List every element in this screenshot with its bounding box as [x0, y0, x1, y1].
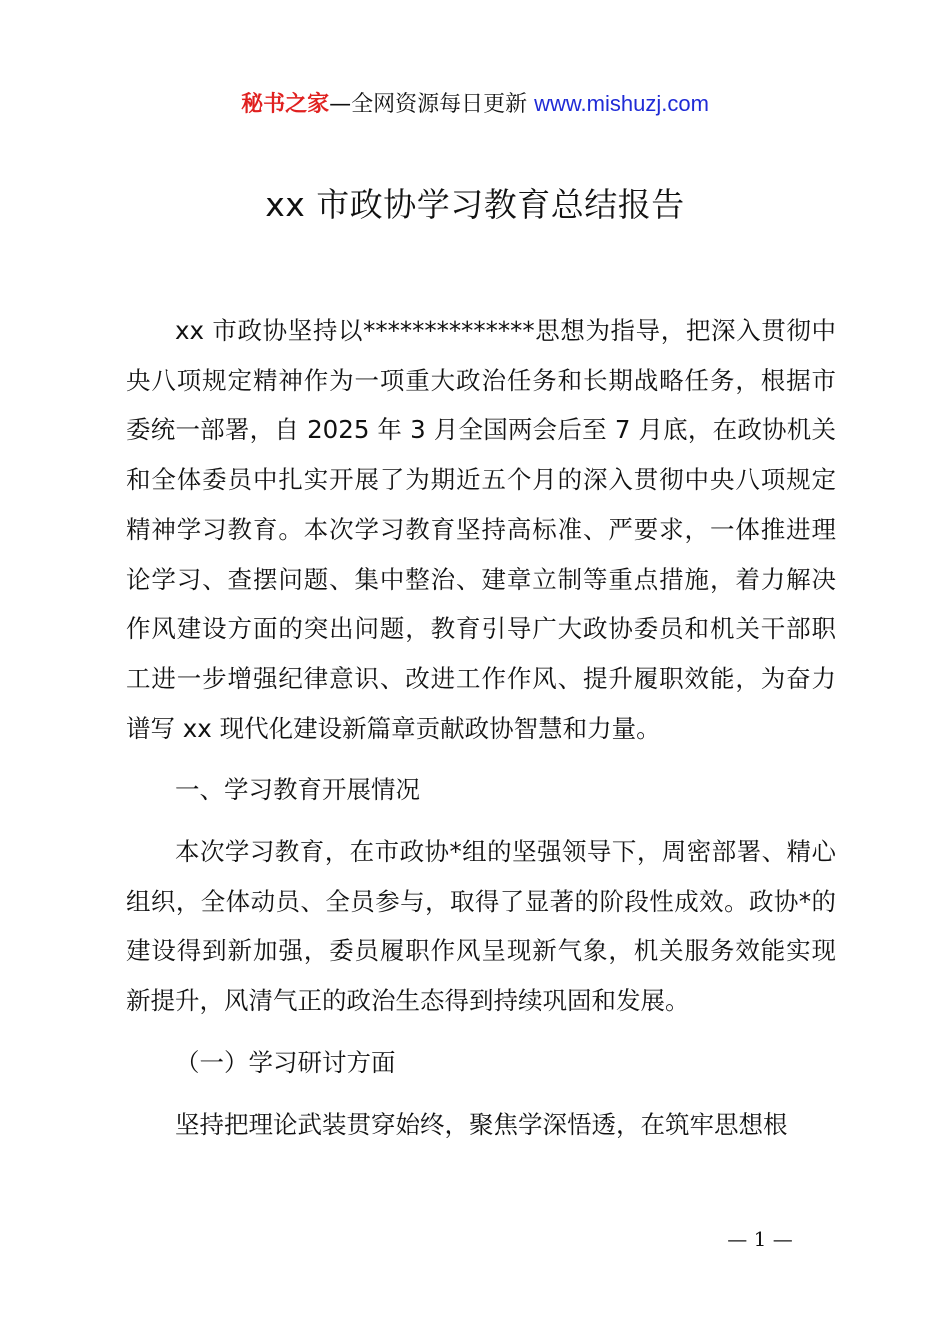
intro-paragraph: xx 市政协坚持以**************思想为指导，把深入贯彻中央八项规定精神作为一项重大政治任务和长期战略任务，根据市委统一部署，自 2025 年 3 月全国两会后至 7 月底，在政协机关和全体委员中扎实开展了为期近五个月的深入贯彻中央八项规定精神学习教育。本次学习教育坚持高标准、严要求，一体推进理论学习、查摆问题、集中整治、建章立制等重点措施，着力解决作风建设方面的突出问题，教育引导广大政协委员和机关干部职工进一步增强纪律意识、改进工作作风、提升履职效能，为奋力谱写 xx 现代化建设新篇章贡献政协智慧和力量。: [126, 316, 836, 743]
site-slogan: —全网资源每日更新: [329, 92, 528, 117]
subsection-heading-1: （一）学习研讨方面: [175, 1047, 396, 1077]
section-heading-1: 一、学习教育开展情况: [175, 775, 420, 805]
subsection-1-paragraph: 坚持把理论武装贯穿始终，聚焦学深悟透，在筑牢思想根: [175, 1109, 788, 1139]
document-title: xx 市政协学习教育总结报告: [265, 185, 685, 224]
site-brand: 秘书之家: [241, 92, 330, 117]
page-number: — 1 —: [727, 1227, 793, 1251]
site-header: [0, 88, 950, 121]
document-body: [126, 306, 836, 1149]
site-url-link[interactable]: www.mishuzj.com: [534, 91, 709, 116]
section-1-paragraph: 本次学习教育，在市政协*组的坚强领导下，周密部署、精心组织，全体动员、全员参与，取得了显著的阶段性成效。政协*的建设得到新加强，委员履职作风呈现新气象，机关服务效能实现新提升，风清气正的政治生态得到持续巩固和发展。: [126, 837, 836, 1016]
